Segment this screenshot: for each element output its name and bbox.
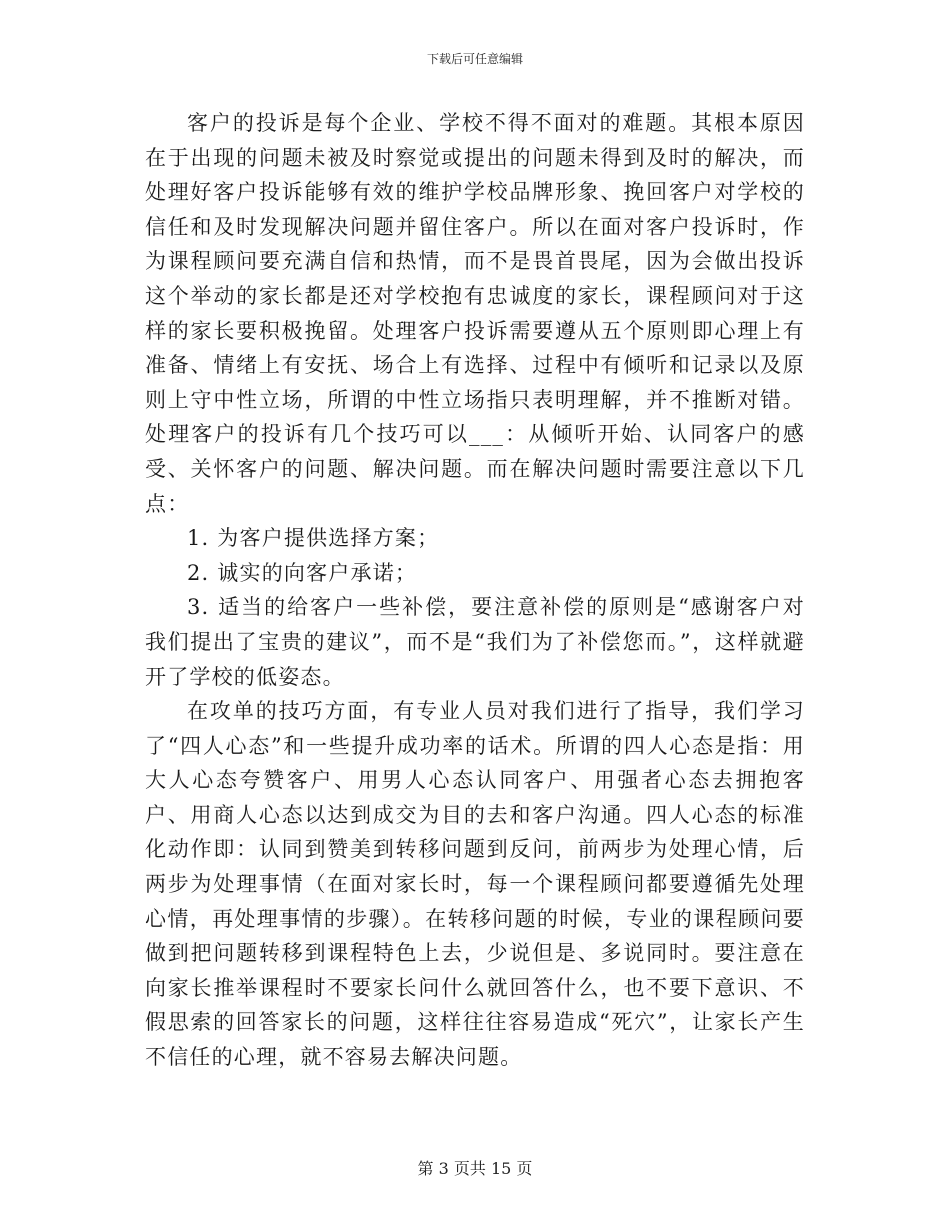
list-item-1: 1. 为客户提供选择方案； [187, 526, 440, 551]
document-body [145, 106, 805, 1075]
list-item-3: 3. 适当的给客户一些补偿，要注意补偿的原则是“感谢客户对我们提出了宝贵的建议”，而不是“我们为了补偿您而。”，这样就避开了学校的低姿态。 [145, 595, 805, 689]
paragraph-four-mindsets: 在攻单的技巧方面，有专业人员对我们进行了指导，我们学习了“四人心态”和一些提升成功率的话术。所谓的四人心态是指：用大人心态夸赞客户、用男人心态认同客户、用强者心态去拥抱客户、用商人心态以达到成交为目的去和客户沟通。四人心态的标准化动作即：认同到赞美到转移问题到反问，前两步为处理心情，后两步为处理事情（在面对家长时，每一个课程顾问都要遵循先处理心情，再处理事情的步骤）。在转移问题的时候，专业的课程顾问要做到把问题转移到课程特色上去，少说但是、多说同时。要注意在向家长推举课程时不要家长问什么就回答什么，也不要下意识、不假思索的回答家长的问题，这样往往容易造成“死穴”，让家长产生不信任的心理，就不容易去解决问题。 [145, 699, 805, 1070]
page-number: 第 3 页共 15 页 [417, 1159, 533, 1178]
list-item-2: 2. 诚实的向客户承诺； [187, 560, 418, 585]
paragraph-complaints: 客户的投诉是每个企业、学校不得不面对的难题。其根本原因在于出现的问题未被及时察觉或提出的问题未得到及时的解决，而处理好客户投诉能够有效的维护学校品牌形象、挽回客户对学校的信任和及时发现解决问题并留住客户。所以在面对客户投诉时，作为课程顾问要充满自信和热情，而不是畏首畏尾，因为会做出投诉这个举动的家长都是还对学校抱有忠诚度的家长，课程顾问对于这样的家长要积极挽留。处理客户投诉需要遵从五个原则即心理上有准备、情绪上有安抚、场合上有选择、过程中有倾听和记录以及原则上守中性立场，所谓的中性立场指只表明理解，并不推断对错。处理客户的投诉有几个技巧可以___：从倾听开始、认同客户的感受、关怀客户的问题、解决问题。而在解决问题时需要注意以下几点： [145, 111, 805, 516]
page-header-caption: 下载后可任意编辑 [426, 52, 523, 66]
